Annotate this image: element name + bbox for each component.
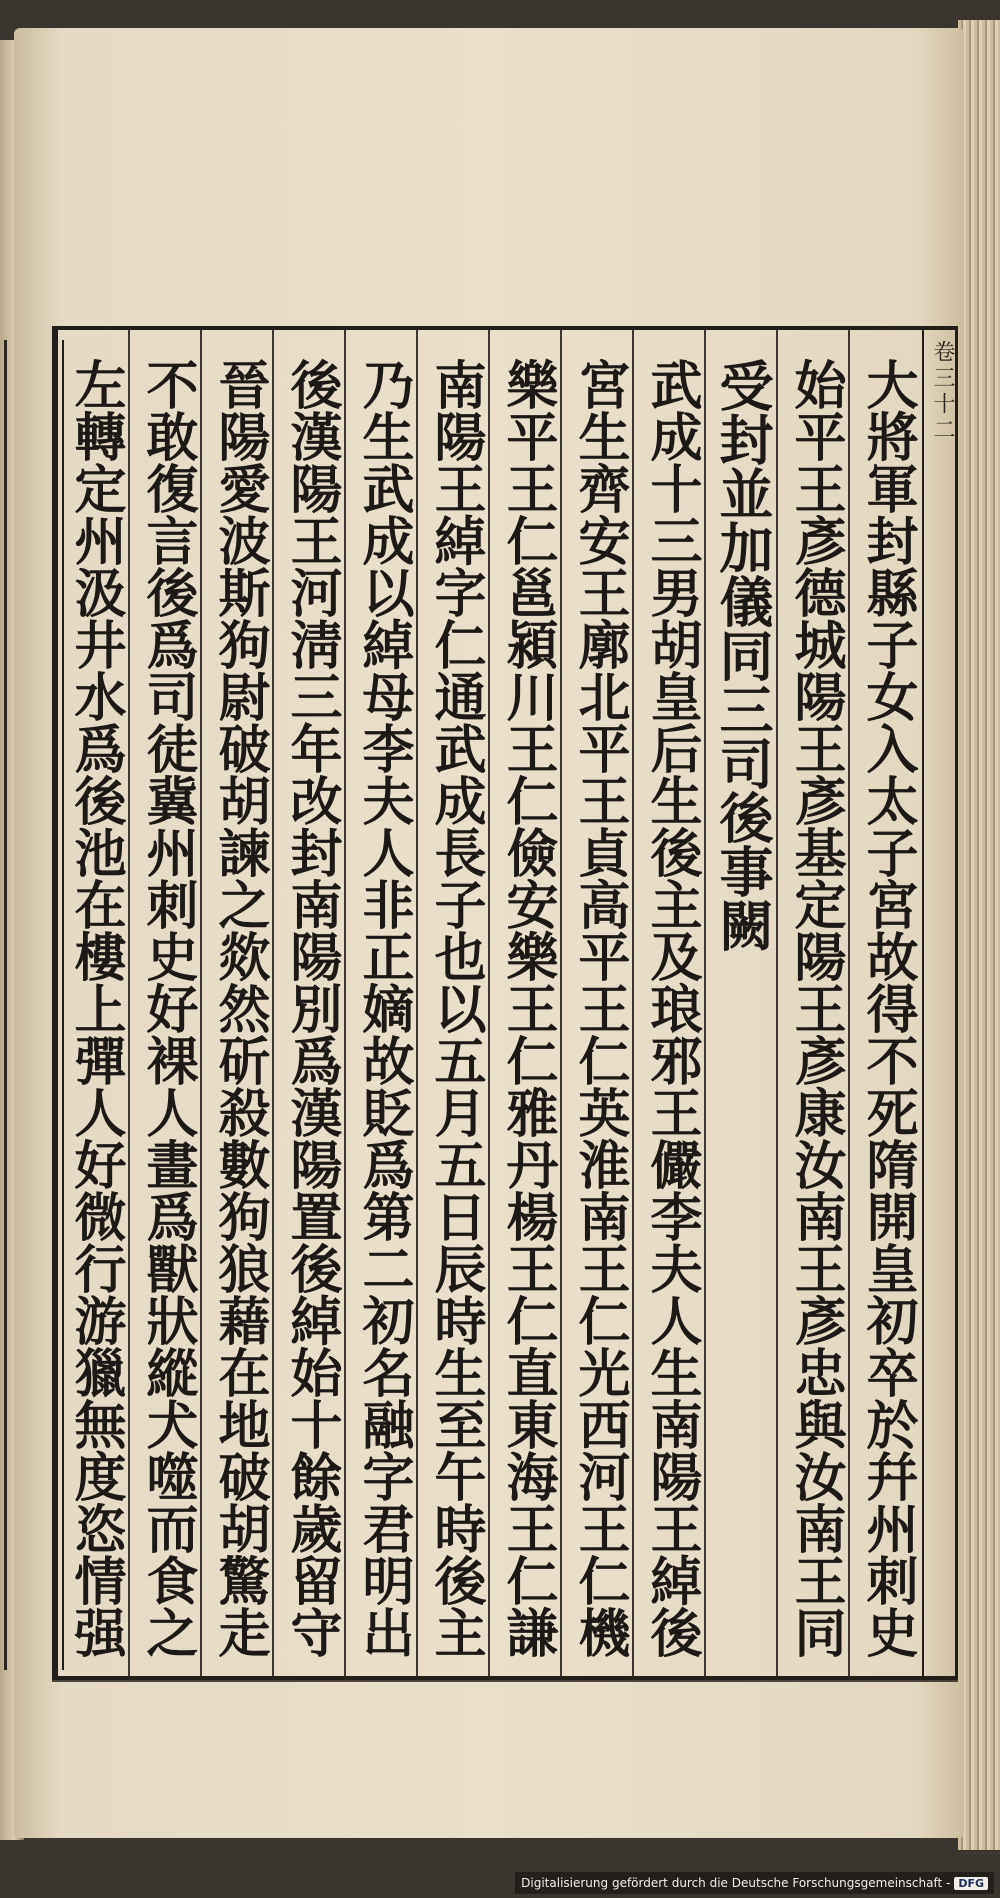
text-column-1: 大將軍封縣子女入太子宮故得不死隋開皇初卒於幷州刺史 [857,358,918,1658]
text-column-6: 樂平王仁邕潁川王仁儉安樂王仁雅丹楊王仁直東海王仁謙 [497,358,558,1658]
text-column-3: 受封並加儀同三司後事闕 [711,358,775,952]
margin-block [922,330,966,1680]
text-column-7: 南陽王綽字仁通武成長子也以五月五日辰時生至午時後主 [425,358,486,1658]
frame-bottom-rule [52,1680,958,1682]
text-column-12: 左轉定州汲井水爲後池在樓上彈人好微行游獵無度恣情强 [65,358,126,1658]
text-column-4: 武成十三男胡皇后生後主及琅邪王儼李夫人生南陽王綽後 [641,358,702,1658]
text-column-10: 晉陽愛波斯狗尉破胡諫之欻然斫殺數狗狼藉在地破胡驚走 [209,358,270,1658]
digitization-credit [515,1872,994,1894]
margin-label: 卷三十二 [930,340,955,444]
text-column-11: 不敢復言後爲司徒冀州刺史好裸人畫爲獸狀縱犬噬而食之 [137,358,198,1658]
credit-text: Digitalisierung gefördert durch die Deutsche Forschungsgemeinschaft - [521,1876,951,1890]
text-column-8: 乃生武成以綽母李夫人非正嫡故貶爲第二初名融字君明出 [353,358,414,1658]
dfg-logo: DFG [954,1877,988,1890]
text-column-2: 始平王彥德城陽王彥基定陽王彥康汝南王彥忠與汝南王同 [785,358,846,1658]
text-column-5: 宮生齊安王廓北平王貞高平王仁英淮南王仁光西河王仁機 [569,358,630,1658]
text-column-9: 後漢陽王河淸三年改封南陽別爲漢陽置後綽始十餘歲留守 [281,358,342,1658]
previous-page-rule [4,340,7,1670]
